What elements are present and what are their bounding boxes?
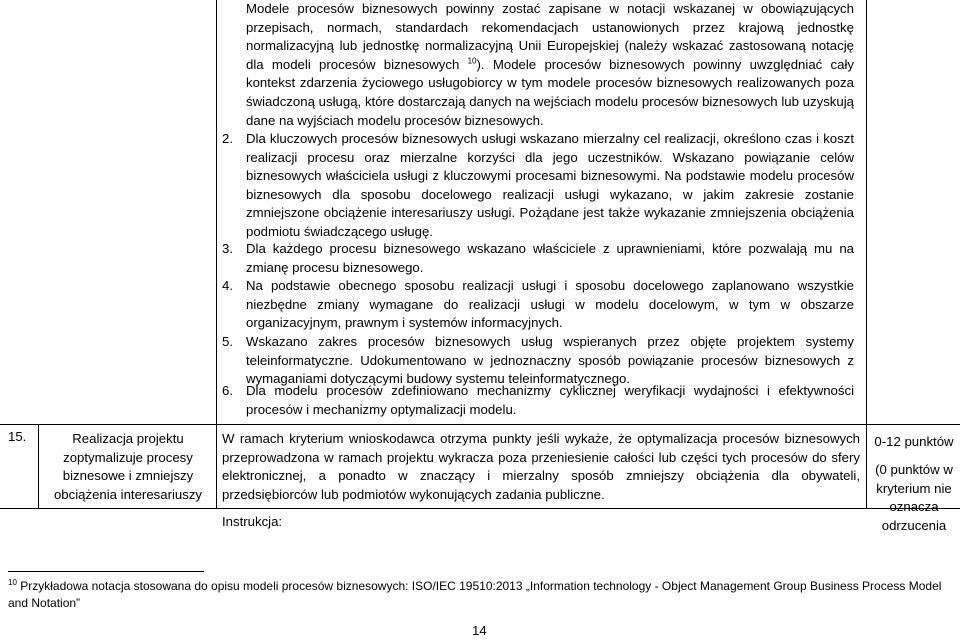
table-border-right-top — [866, 0, 867, 424]
list-item-text: Dla modelu procesów zdefiniowano mechanizmy cyklicznej weryfikacji wydajności i efektywności procesów i mechanizmy optymalizacji modelu. — [246, 383, 854, 417]
list-item-number: 4. — [222, 278, 233, 293]
table-bottom-border — [0, 508, 960, 509]
criterion-name: Realizacja projektu zoptymalizuje procesy biznesowe i zmniejszy obciążenia interesariuszy — [53, 431, 203, 502]
list-item-number: 5. — [222, 334, 233, 349]
list-item-text: Wskazano zakres procesów biznesowych usług wspieranych przez objęte projektem systemy teleinformatyczne. Udokumentowano w jednoznaczny sposób powiązanie procesów biznesowych z wymaganiami dotyczącymi budowy systemu teleinformatycznego. — [246, 334, 854, 387]
list-item-number: 2. — [222, 131, 233, 146]
list-item-number: 6. — [222, 383, 233, 398]
table-row-divider — [0, 424, 960, 425]
instruction-label: Instrukcja: — [222, 514, 283, 529]
footnote-text: Przykładowa notacja stosowana do opisu modeli procesów biznesowych: ISO/IEC 19510:2013 „Information technology - Object Management Group Business Process Model and Notation” — [8, 579, 942, 610]
table-col-divider-1 — [38, 424, 39, 509]
page-number: 14 — [472, 623, 487, 638]
footnote — [8, 578, 954, 612]
footnote-ref: 10 — [467, 56, 477, 66]
points-range: 0-12 punktów — [874, 434, 954, 449]
points-note: (0 punktów w kryterium nie oznacza odrzucenia — [875, 462, 953, 533]
footnote-number: 10 — [8, 578, 17, 587]
list-item-text: Na podstawie obecnego sposobu realizacji usługi i sposobu docelowego zaplanowano wszystkie niezbędne zmiany wymagane do realizacji usługi w modelu docelowym, w tym w obszarze organizacyjnym, prawnym i systemów informacyjnych. — [246, 278, 854, 331]
list-item-number: 3. — [222, 241, 233, 256]
list-item-text: Dla kluczowych procesów biznesowych usługi wskazano mierzalny cel realizacji, określono czas i koszt realizacji procesu oraz mierzalne korzyści dla jego uczestników. Wskazano powiązanie celów biznesowych właściciela usługi z kluczowymi procesami biznesowymi. Na podstawie modelu procesów biznesowych dla sposobu docelowego realizacji usługi wykazano, w jakim zakresie zostanie zmniejszone obciążenie interesariuszy usługi. Pożądane jest także wykazanie zmniejszenia obciążenia podmiotu świadczącego usługę. — [246, 131, 854, 239]
table-col-divider-2 — [216, 424, 217, 509]
table-col-divider-3 — [866, 424, 867, 509]
criterion-description: W ramach kryterium wnioskodawca otrzyma punkty jeśli wykaże, że optymalizacja procesów biznesowych przeprowadzona w ramach projektu wykracza poza przeniesienie całości lub części tych procesów do sfery elektronicznej, a ponadto w znaczący i mierzalny sposób zmniejszy obciążenia dla obywateli, przedsiębiorców lub podmiotów wykonujących zadania publiczne. — [222, 431, 860, 502]
list-item-text: Dla każdego procesu biznesowego wskazano właściciele z uprawnieniami, które pozwalają mu na zmianę procesu biznesowego. — [246, 241, 854, 275]
row-number: 15. — [8, 429, 27, 444]
table-border-left-top — [216, 0, 217, 424]
paragraph-1: Modele procesów biznesowych powinny zostać zapisane w notacji wskazanej w obowiązujących przepisach, normach, standardach rekomendacjach ustanowionych przez krajową jednostkę normalizacyjną lub jednostkę normalizacyjną Unii Europejskiej (należy wskazać zastosowaną notację dla modeli procesów biznesowych $^{10}$). Modele procesów biznesowych powinny uwzględniać cały kontekst zdarzenia życiowego usługobiorcy w tym modele procesów biznesowych realizowanych poza świadczoną usługą, które dostarczają danych na wejściach modelu procesów biznesowych lub uzyskują dane na wyjściach modelu procesów biznesowych. — [246, 1, 854, 128]
footnote-separator — [8, 571, 204, 572]
